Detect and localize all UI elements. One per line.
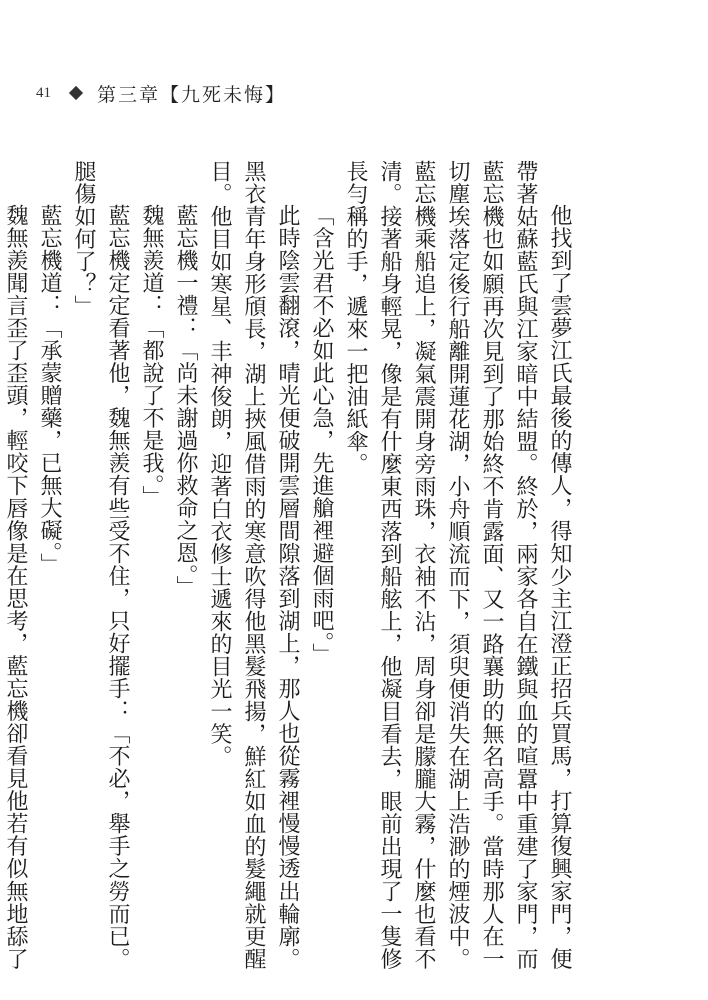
paragraph: 藍忘機定定看著他，魏無羨有些受不住，只好擺手：「不必，舉手之勞而已。腿傷如何了？」: [71, 160, 130, 970]
paragraph: 魏無羨道：「都說了不是我。」: [139, 204, 164, 508]
diamond-icon: [69, 86, 83, 100]
paragraph: 此時陰雲翻滾，晴光便破開雲層間隙落到湖上，那人也從霧裡慢慢透出輪廓。黑衣青年身形頎長，湖上挾風借雨的寒意吹得他黑髮飛揚，鮮紅如血的髮繩就更醒目。他目如寒星、丰神俊朗，迎著白衣修士遞來的目光一笑。: [207, 160, 300, 970]
paragraph: 他找到了雲夢江氏最後的傳人，得知少主江澄正招兵買馬，打算復興家門，便帶著姑蘇藍氏與江家暗中結盟。終於，兩家各自在鐵與血的喧囂中重建了家門，而藍忘機也如願再次見到了那始終不肯露面、又一路襄助的無名高手。當時那人在一切塵埃落定後行船離開蓮花湖，小舟順流而下，須臾便消失在湖上浩渺的煙波中。藍忘機乘船追上，凝氣震開身旁雨珠，衣袖不沾，周身卻是朦朧大霧，什麼也看不清。接著船身輕晃，像是有什麼東西落到船舷上，他凝目看去，眼前出現了一隻修長勻稱的手，遞來一把油紙傘。: [343, 160, 572, 970]
page-number: 41: [36, 84, 51, 101]
paragraph: 「含光君不必如此心急，先進艙裡避個雨吧。」: [309, 204, 334, 666]
paragraph: 魏無羨聞言歪了歪頭，輕咬下唇像是在思考，藍忘機卻看見他若有似無地舔了: [3, 204, 28, 970]
paragraph: 藍忘機道：「承蒙贈藥，已無大礙。」: [37, 204, 62, 576]
vertical-text-body: [0, 160, 576, 970]
chapter-title: 第三章【九死未悔】: [97, 83, 287, 106]
page-header: [36, 78, 286, 108]
paragraph: 藍忘機一禮：「尚未謝過你救命之恩。」: [173, 204, 198, 598]
